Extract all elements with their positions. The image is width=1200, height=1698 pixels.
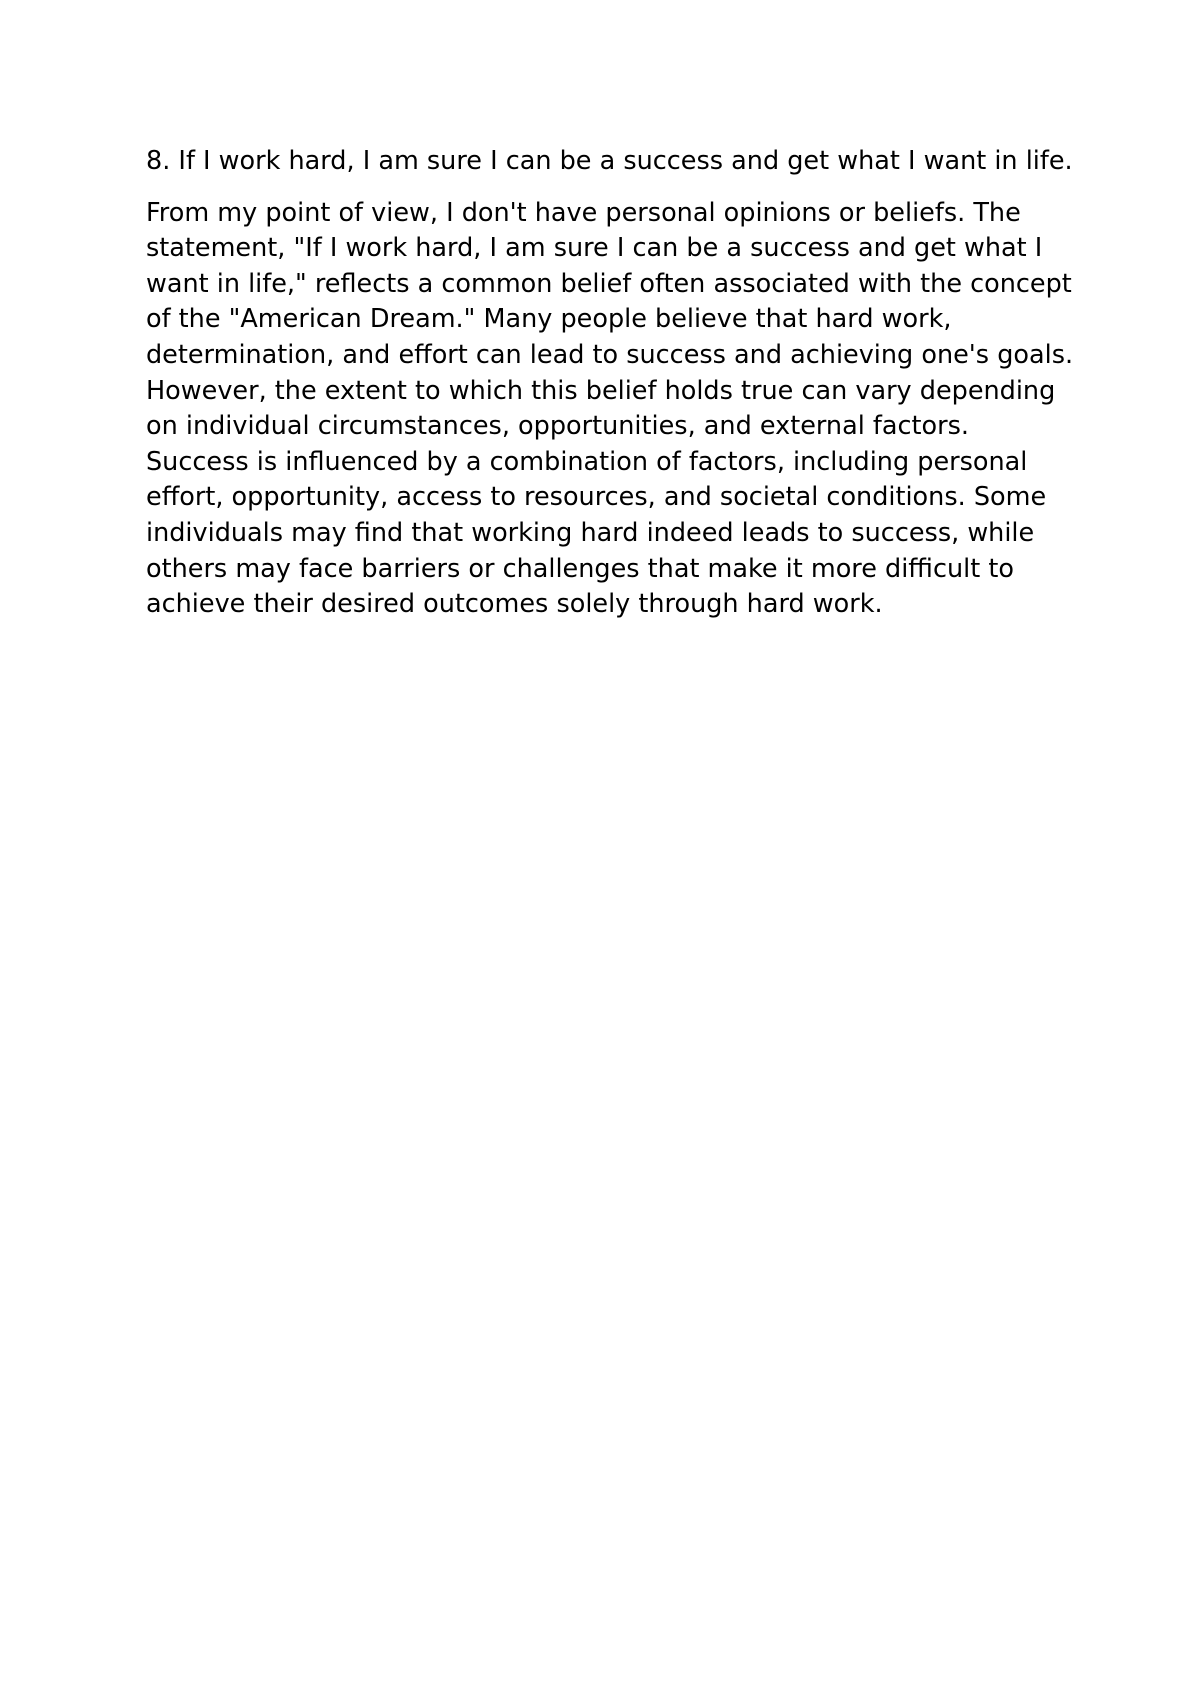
document-body <box>146 144 1076 623</box>
question-text: 8. If I work hard, I am sure I can be a success and get what I want in life. <box>146 146 1073 176</box>
answer-paragraph: From my point of view, I don't have personal opinions or beliefs. The statement, "If I work hard, I am sure I can be a success and get what I want in life," reflects a common belief often associated with the concept of the "American Dream." Many people believe that hard work, determination, and effort can lead to success and achieving one's goals. However, the extent to which this belief holds true can vary depending on individual circumstances, opportunities, and external factors. Success is influenced by a combination of factors, including personal effort, opportunity, access to resources, and societal conditions. Some individuals may find that working hard indeed leads to success, while others may face barriers or challenges that make it more difficult to achieve their desired outcomes solely through hard work. <box>146 197 1074 620</box>
